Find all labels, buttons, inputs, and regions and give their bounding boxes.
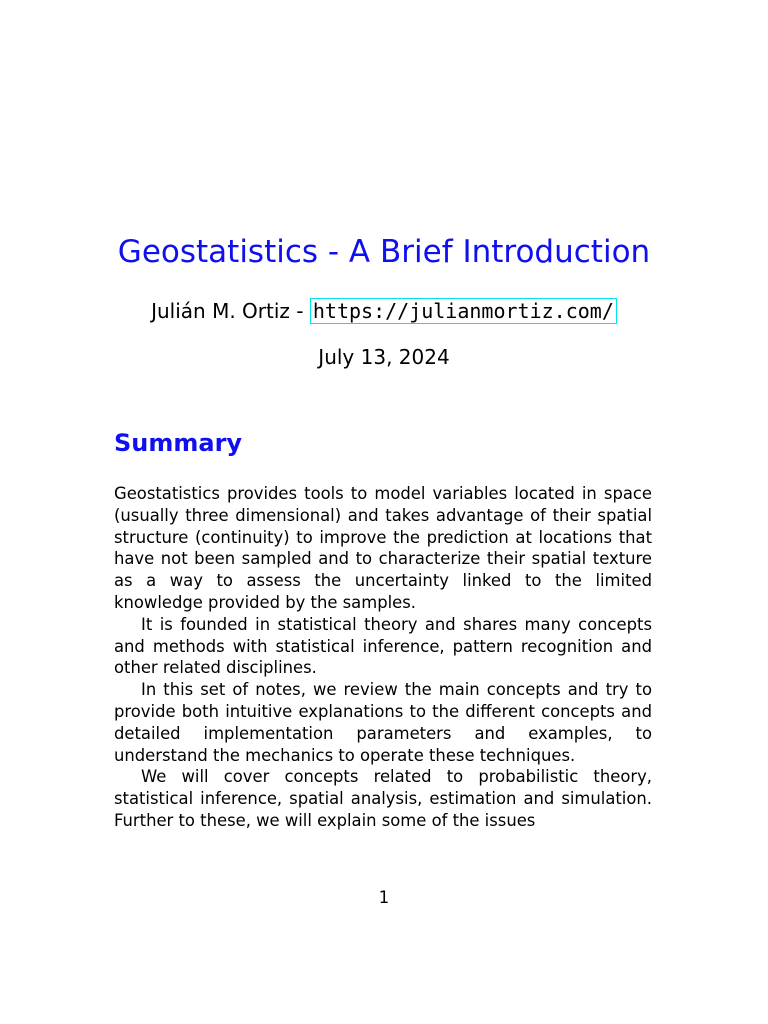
summary-paragraph: In this set of notes, we review the main concepts and try to provide both intuitive explanations to the different concepts and detailed implementation parameters and examples, to understand the mechanics to operate these techniques. xyxy=(114,680,652,765)
summary-paragraph: We will cover concepts related to probabilistic theory, statistical inference, spatial analysis, estimation and simulation. Further to these, we will explain some of the issues xyxy=(114,767,652,830)
author-line xyxy=(0,295,768,327)
author-name: Julián M. Ortiz xyxy=(151,299,290,323)
document-date: July 13, 2024 xyxy=(318,345,450,369)
document-title: Geostatistics - A Brief Introduction xyxy=(117,234,651,270)
summary-paragraph: Geostatistics provides tools to model variables located in space (usually three dimensional) and takes advantage of their spatial structure (continuity) to improve the prediction at locations that have not been sampled and to characterize their spatial texture as a way to assess the uncertainty linked to the limited knowledge provided by the samples. xyxy=(114,484,652,612)
summary-body xyxy=(114,483,652,832)
author-separator: - xyxy=(289,299,310,323)
summary-paragraph: It is founded in statistical theory and shares many concepts and methods with statistical inference, pattern recognition and other related disciplines. xyxy=(114,614,652,678)
page-number: 1 xyxy=(378,888,390,907)
summary-heading: Summary xyxy=(114,429,243,457)
author-website-link[interactable]: https://julianmortiz.com/ xyxy=(310,298,617,324)
